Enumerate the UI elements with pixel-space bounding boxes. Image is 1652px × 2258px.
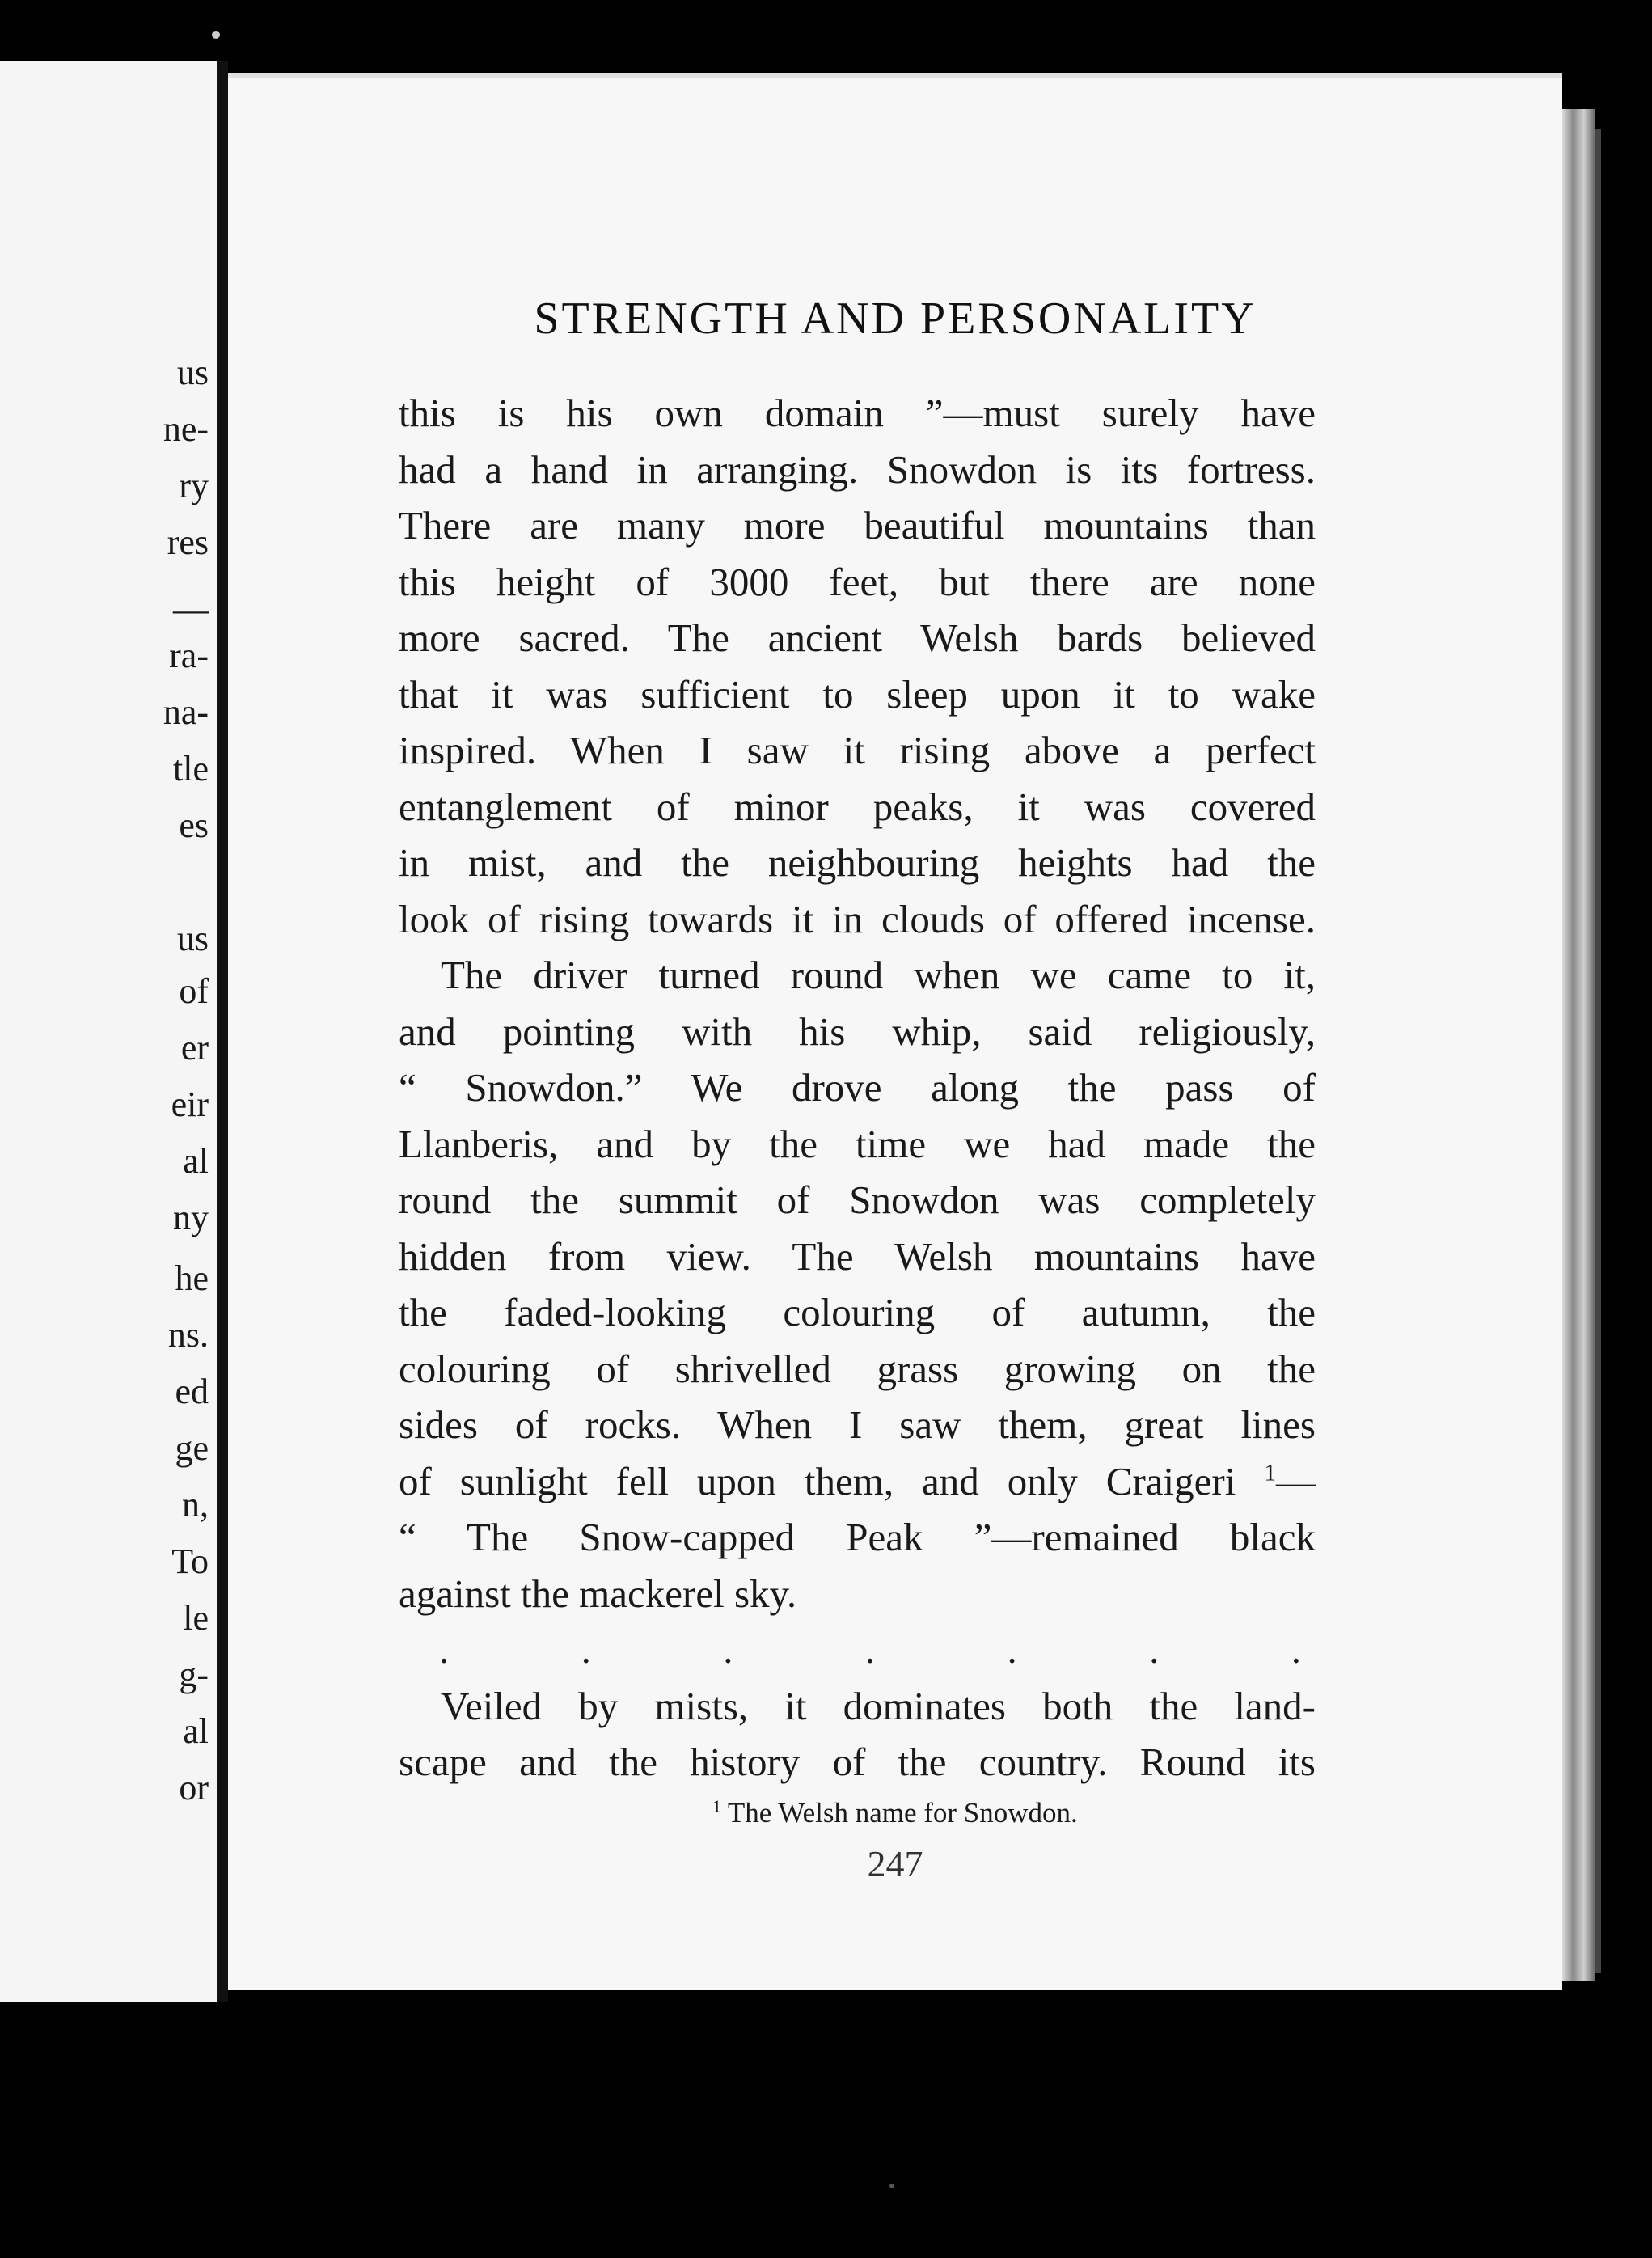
paragraph-1: [399, 385, 1316, 947]
dash: —: [1276, 1458, 1316, 1503]
left-page-fragment: al: [183, 1141, 209, 1181]
text-line: look of rising towards it in clouds of offered incense.: [399, 896, 1316, 941]
left-page-fragment: he: [175, 1258, 209, 1298]
break-dot: .: [1149, 1627, 1160, 1672]
left-page-fragment: na-: [163, 692, 209, 732]
left-page-fragment: eir: [171, 1085, 209, 1124]
footnote-reference: 1: [1264, 1460, 1277, 1486]
text-line: had a hand in arranging. Snowdon is its fortress.: [399, 446, 1316, 492]
gutter: [217, 61, 228, 2002]
text-line: more sacred. The ancient Welsh bards believed: [399, 615, 1316, 660]
left-page-fragment: tle: [173, 749, 209, 789]
break-dot: .: [581, 1627, 591, 1672]
text-line: that it was sufficient to sleep upon it to wake: [399, 671, 1316, 717]
left-page-fragment: ny: [173, 1198, 209, 1237]
text-line: sides of rocks. When I saw them, great lines: [399, 1402, 1316, 1447]
left-page-fragment: le: [183, 1598, 209, 1638]
break-dot: .: [864, 1627, 876, 1672]
text-line: this height of 3000 feet, but there are none: [399, 559, 1316, 604]
left-page-fragment: —: [173, 590, 209, 629]
left-page-fragment: es: [179, 806, 209, 845]
text-line: colouring of shrivelled grass growing on the: [399, 1346, 1316, 1391]
page-edge: [1562, 109, 1595, 1981]
dust-speck: [889, 2184, 894, 2188]
left-page-fragment: ne-: [163, 409, 209, 449]
left-page-fragment: of: [179, 971, 209, 1011]
text-line: and pointing with his whip, said religiously,: [399, 1008, 1316, 1054]
left-page-fragment: er: [180, 1028, 209, 1068]
text-line: “ Snowdon.” We drove along the pass of: [399, 1065, 1316, 1110]
left-page-fragment: or: [179, 1768, 209, 1808]
footnote: [228, 1797, 1562, 1829]
paragraph-2: [399, 947, 1316, 1622]
paragraph-3: [399, 1678, 1316, 1791]
dust-speck: [212, 31, 220, 39]
left-page: [0, 61, 217, 2002]
footnote-text: The Welsh name for Snowdon.: [727, 1797, 1078, 1829]
body-text: [399, 385, 1316, 1791]
left-page-fragment: g-: [179, 1655, 209, 1694]
left-page-fragment: ns.: [167, 1315, 209, 1355]
text-line-with-footnote: [399, 1453, 1316, 1510]
break-dot: .: [1007, 1627, 1017, 1672]
break-dot: .: [723, 1627, 733, 1672]
text-line: the faded-looking colouring of autumn, the: [399, 1290, 1316, 1334]
running-head: STRENGTH AND PERSONALITY: [534, 294, 1257, 344]
text-line: entanglement of minor peaks, it was covered: [399, 784, 1316, 829]
text-line: scape and the history of the country. Round its: [399, 1740, 1316, 1784]
text-line: against the mackerel sky.: [399, 1571, 797, 1616]
left-page-fragment: ra-: [169, 636, 209, 675]
left-page-fragment: ry: [179, 466, 209, 505]
break-dot: .: [439, 1627, 450, 1672]
text-line: inspired. When I saw it rising above a perfect: [399, 728, 1316, 772]
left-page-fragment: ge: [175, 1428, 209, 1468]
text-line: “ The Snow-capped Peak ”—remained black: [399, 1515, 1316, 1559]
text-line: in mist, and the neighbouring heights had the: [399, 840, 1316, 885]
footnote-marker: 1: [712, 1796, 721, 1816]
left-page-fragment: ed: [175, 1372, 209, 1411]
page-number: 247: [867, 1843, 923, 1884]
line-text: of sunlight fell upon them, and only Craigeri: [399, 1458, 1236, 1503]
text-line: round the summit of Snowdon was completely: [399, 1178, 1316, 1222]
text-line: The driver turned round when we came to it,: [441, 953, 1316, 997]
left-page-fragment: To: [171, 1541, 209, 1581]
break-dot: .: [1291, 1627, 1301, 1672]
text-line: Llanberis, and by the time we had made the: [399, 1121, 1316, 1166]
page-shadow: [1595, 129, 1601, 1973]
left-page-fragment: us: [176, 919, 209, 958]
text-line: this is his own domain ”—must surely have: [399, 391, 1316, 435]
section-break: [399, 1622, 1316, 1678]
left-page-fragment: us: [176, 353, 209, 392]
text-line: hidden from view. The Welsh mountains have: [399, 1233, 1316, 1279]
text-line: Veiled by mists, it dominates both the land-: [441, 1683, 1316, 1728]
left-page-fragment: n,: [182, 1485, 209, 1524]
left-page-fragment: al: [183, 1711, 209, 1751]
text-line: There are many more beautiful mountains than: [399, 503, 1316, 548]
left-page-fragment: res: [167, 522, 209, 562]
